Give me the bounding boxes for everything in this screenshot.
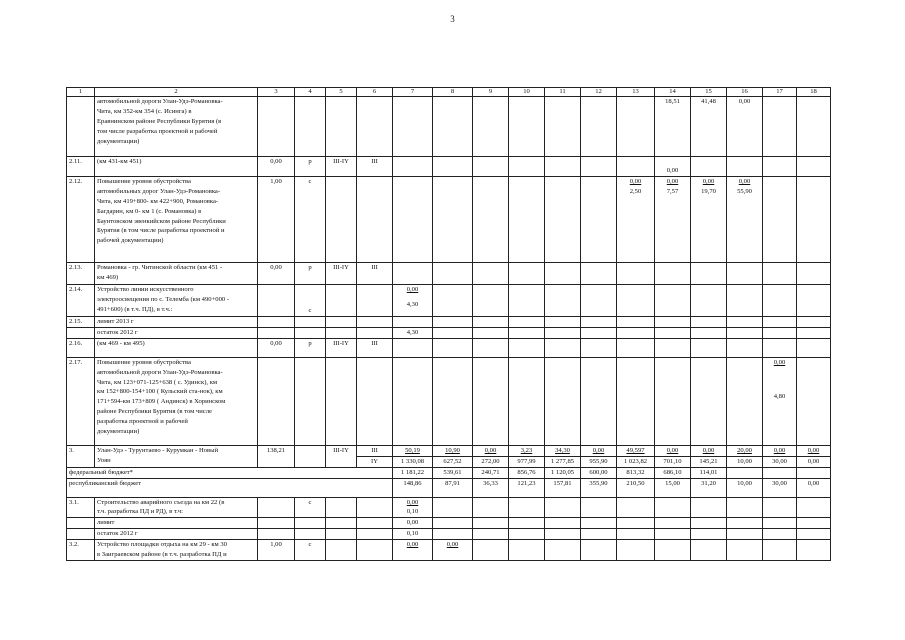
header-cell: 15 [691, 88, 727, 97]
cell-value: 145,21 [691, 456, 727, 467]
row-description: Повышение уровня обустройства автомобильной дороги Улан-Удэ-Романовка- Чита, км 123+071-125+638 ( с. Удинск), км км 152+800-154+100 ( Кульский ста-нок), км 171+594-км 173+809 ( Андинск) в Хоринском районе Республики Бурятия (в том числе разработка проектной и рабочей документации) [95, 357, 258, 445]
cell-value: 0,00 19,70 [691, 177, 727, 263]
cell-value: 0,00 [258, 338, 295, 357]
cell-value: 18,51 [655, 97, 691, 157]
table-row [67, 263, 831, 285]
table-row [67, 357, 831, 445]
header-row [67, 88, 831, 97]
cell-value: р [295, 263, 326, 285]
cell-value: III-IY [326, 263, 357, 285]
row-number: 2.13. [67, 263, 95, 285]
cell-value: 114,01 [691, 467, 727, 478]
header-cell: 1 [67, 88, 95, 97]
cell-value: 0,00 [393, 540, 433, 561]
cell-value: III-IY [326, 157, 357, 177]
header-cell: 4 [295, 88, 326, 97]
cell-value: 0,00 2,50 [617, 177, 655, 263]
cell-value: 10,00 [727, 456, 763, 467]
header-cell: 16 [727, 88, 763, 97]
cell-value: 210,50 [617, 478, 655, 497]
row-description: республиканский бюджет [67, 478, 393, 497]
cell-value: 1 330,08 [393, 456, 433, 467]
cell-value: 539,61 [433, 467, 473, 478]
cell-value: 10,00 [727, 478, 763, 497]
row-description: Улан-Удэ - Турунтаево - Курумкан - Новый Уоян [95, 445, 258, 467]
cell-value: 0,00 [258, 157, 295, 177]
row-number: 2.17. [67, 357, 95, 445]
cell-value: 1 181,22 [393, 467, 433, 478]
row-description: Повышение уровня обустройства автомобильных дорог Улан-Удэ-Романовка- Чита, км 419+800- км 422+900, Романовка- Багдарин, км 0- км 1 (с. Романовка) в Баунтовском эвенкийском районе Республики Бурятия (в том числе разработка проектной и рабочей документации) [95, 177, 258, 263]
row-description: Устройство линии искусственного электроосвещения по с. Телемба (км 490+000 - 491+600) (в т.ч. ПД), в т.ч.: [95, 285, 258, 317]
cell-value: 355,90 [581, 478, 617, 497]
row-number: 2.11. [67, 157, 95, 177]
row-description: (км 431-км 451) [95, 157, 258, 177]
row-number: 3.2. [67, 540, 95, 561]
row-description: Строительство аварийного съезда на км 22 (в т.ч. разработка ПД и РД), в т.ч: [95, 497, 258, 518]
cell-value: 1 277,85 [545, 456, 581, 467]
row-description: Романовка - гр. Читинской области (км 451 - км 469) [95, 263, 258, 285]
cell-value: 0,10 [393, 529, 433, 540]
header-cell: 6 [357, 88, 393, 97]
table-row [67, 497, 831, 518]
row-number: 3. [67, 445, 95, 467]
cell-value: 30,00 [763, 456, 797, 467]
table-row [67, 338, 831, 357]
header-cell: 8 [433, 88, 473, 97]
cell-value: 121,23 [509, 478, 545, 497]
cell-value: 0,00 [258, 263, 295, 285]
table-row [67, 529, 831, 540]
header-cell: 10 [509, 88, 545, 97]
row-description: Устройство площадки отдыха на км 29 - км 30 в Заиграевском районе (в т.ч. разработка ПД и [95, 540, 258, 561]
cell-value: 36,33 [473, 478, 509, 497]
row-description: федеральный бюджет* [67, 467, 393, 478]
row-description: лимит [95, 518, 258, 529]
cell-value: 955,90 [581, 456, 617, 467]
header-cell: 17 [763, 88, 797, 97]
row-description: остаток 2012 г [95, 327, 258, 338]
cell-value: 701,10 [655, 456, 691, 467]
row-number: 2.12. [67, 177, 95, 263]
cell-value: 1,00 [258, 177, 295, 263]
row-description: остаток 2012 г [95, 529, 258, 540]
cell-value: 20,00 [727, 445, 763, 456]
header-cell: 5 [326, 88, 357, 97]
table-row [67, 518, 831, 529]
cell-value: 0,00 [727, 97, 763, 157]
cell-value: 600,00 [581, 467, 617, 478]
cell-value: III [357, 263, 393, 285]
cell-value: 0,00 [763, 445, 797, 456]
cell-value: 686,10 [655, 467, 691, 478]
table-row [67, 445, 831, 456]
cell-value: III [357, 338, 393, 357]
cell-value: 1 023,82 [617, 456, 655, 467]
table-row [67, 157, 831, 177]
cell-value: 138,21 [258, 445, 295, 467]
cell-value: 0,00 [393, 518, 433, 529]
table-row [67, 177, 831, 263]
cell-value: 0,00 55,90 [727, 177, 763, 263]
table-row [67, 327, 831, 338]
header-cell: 7 [393, 88, 433, 97]
header-cell: 18 [797, 88, 831, 97]
table-row [67, 478, 831, 497]
cell-value: 87,91 [433, 478, 473, 497]
row-description: автомобильной дороги Улан-Удэ-Романовка- Чита, км 352-км 354 (с. Исинга) в Еравнинском районе Республики Бурятия (в том числе разработка проектной и рабочей документации) [95, 97, 258, 157]
header-cell: 2 [95, 88, 258, 97]
cell-value: 0,00 [691, 445, 727, 456]
row-number: 3.1. [67, 497, 95, 518]
header-cell: 3 [258, 88, 295, 97]
cell-value: 0,00 [473, 445, 509, 456]
cell-value: 977,99 [509, 456, 545, 467]
cell-value: 4,30 [393, 327, 433, 338]
cell-value: 49,597 [617, 445, 655, 456]
cell-value: 0,00 [797, 478, 831, 497]
cell-value: с [295, 540, 326, 561]
row-number: 2.14. [67, 285, 95, 317]
cell-value: 34,30 [545, 445, 581, 456]
cell-value: 1 120,05 [545, 467, 581, 478]
cell-value: 41,48 [691, 97, 727, 157]
cell-value: 813,32 [617, 467, 655, 478]
cell-value: 627,52 [433, 456, 473, 467]
cell-value: с [295, 177, 326, 263]
row-description: (км 469 - км 495) [95, 338, 258, 357]
cell-value: 31,20 [691, 478, 727, 497]
cell-value: 0,00 7,57 [655, 177, 691, 263]
header-cell: 13 [617, 88, 655, 97]
cell-value: III-IY [326, 338, 357, 357]
row-number: 2.15. [67, 317, 95, 328]
cell-value: р [295, 157, 326, 177]
cell-value: 157,81 [545, 478, 581, 497]
cell-value: 148,86 [393, 478, 433, 497]
cell-value: III-IY [326, 445, 357, 467]
cell-value: 240,71 [473, 467, 509, 478]
cell-value: 0,00 4,30 [393, 285, 433, 317]
table-row [67, 467, 831, 478]
cell-value: с [295, 497, 326, 518]
header-cell: 14 [655, 88, 691, 97]
table-row [67, 317, 831, 328]
table-row [67, 540, 831, 561]
cell-value: р [295, 338, 326, 357]
cell-value: 1,00 [258, 540, 295, 561]
cell-value: III [357, 157, 393, 177]
cell-value: 30,00 [763, 478, 797, 497]
cell-value: IY [357, 456, 393, 467]
cell-value: 15,00 [655, 478, 691, 497]
row-number: 2.16. [67, 338, 95, 357]
cell-value: 50,19 [393, 445, 433, 456]
page-number: 3 [450, 14, 455, 24]
cell-value: 10,90 [433, 445, 473, 456]
cell-value: с [295, 285, 326, 317]
cell-value: 0,00 [797, 445, 831, 456]
cell-value: III [357, 445, 393, 456]
cell-value: 0,00 [655, 157, 691, 177]
header-cell: 11 [545, 88, 581, 97]
cell-value: 0,00 [655, 445, 691, 456]
cell-value: 0,00 [797, 456, 831, 467]
cell-value: 0,00 0,10 [393, 497, 433, 518]
row-description: лимит 2013 г [95, 317, 258, 328]
budget-table [66, 87, 831, 561]
cell-value: 0,00 [433, 540, 473, 561]
cell-value: 3,23 [509, 445, 545, 456]
cell-value: 272,00 [473, 456, 509, 467]
cell-value: 0,00 4,80 [763, 357, 797, 445]
table-row [67, 97, 831, 157]
table-row [67, 285, 831, 317]
header-cell: 9 [473, 88, 509, 97]
cell-value: 856,76 [509, 467, 545, 478]
cell-value: 0,00 [581, 445, 617, 456]
header-cell: 12 [581, 88, 617, 97]
